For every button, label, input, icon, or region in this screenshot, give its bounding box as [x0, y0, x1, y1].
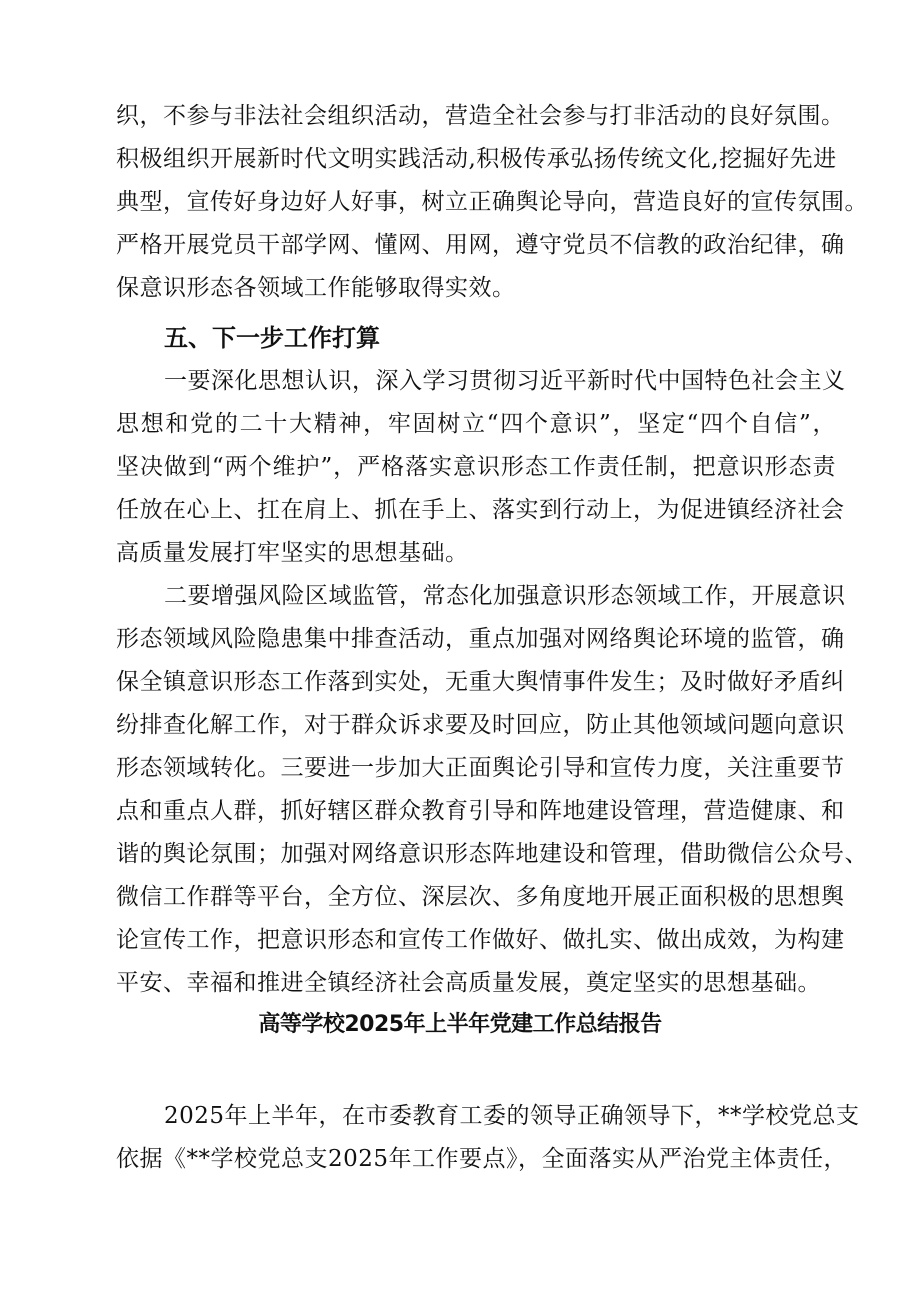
- paragraph-line: 严格开展党员干部学网、懂网、用网，遵守党员不信教的政治纪律，确: [116, 232, 845, 258]
- report-title: 高等学校2025年上半年党建工作总结报告: [258, 1012, 662, 1037]
- paragraph-line: 平安、幸福和推进全镇经济社会高质量发展，奠定坚实的思想基础。: [116, 970, 821, 996]
- paragraph-line: 一要深化思想认识，深入学习贯彻习近平新时代中国特色社会主义: [164, 368, 846, 394]
- paragraph-line: 谐的舆论氛围；加强对网络意识形态阵地建设和管理，借助微信公众号、: [116, 841, 868, 867]
- paragraph-line: 2025年上半年，在市委教育工委的领导正确领导下，**学校党总支: [164, 1103, 860, 1129]
- paragraph-line: 保意识形态各领域工作能够取得实效。: [116, 275, 516, 301]
- section-heading: 五、下一步工作打算: [164, 324, 380, 352]
- paragraph-line: 纷排查化解工作，对于群众诉求要及时回应，防止其他领域问题向意识: [116, 712, 845, 738]
- paragraph-line: 思想和党的二十大精神，牢固树立“四个意识”，坚定“四个自信”，: [116, 411, 836, 437]
- paragraph-line: 高质量发展打牢坚实的思想基础。: [116, 540, 469, 566]
- paragraph-line: 织，不参与非法社会组织活动，营造全社会参与打非活动的良好氛围。: [116, 103, 845, 129]
- paragraph-line: 依据《**学校党总支2025年工作要点》，全面落实从严治党主体责任，: [116, 1146, 848, 1172]
- paragraph-line: 积极组织开展新时代文明实践活动,积极传承弘扬传统文化,挖掘好先进: [116, 146, 837, 172]
- paragraph-line: 微信工作群等平台，全方位、深层次、多角度地开展正面积极的思想舆: [116, 884, 845, 910]
- paragraph-line: 形态领域转化。三要进一步加大正面舆论引导和宣传力度，关注重要节: [116, 755, 845, 781]
- paragraph-line: 二要增强风险区域监管，常态化加强意识形态领域工作，开展意识: [164, 583, 846, 609]
- paragraph-line: 论宣传工作，把意识形态和宣传工作做好、做扎实、做出成效，为构建: [116, 927, 845, 953]
- paragraph-line: 典型，宣传好身边好人好事，树立正确舆论导向，营造良好的宣传氛围。: [116, 189, 868, 215]
- paragraph-line: 点和重点人群，抓好辖区群众教育引导和阵地建设管理，营造健康、和: [116, 798, 845, 824]
- paragraph-line: 坚决做到“两个维护”，严格落实意识形态工作责任制，把意识形态责: [116, 454, 836, 480]
- paragraph-line: 保全镇意识形态工作落到实处，无重大舆情事件发生；及时做好矛盾纠: [116, 669, 845, 695]
- paragraph-line: 任放在心上、扛在肩上、抓在手上、落实到行动上，为促进镇经济社会: [116, 497, 845, 523]
- paragraph-line: 形态领域风险隐患集中排查活动，重点加强对网络舆论环境的监管，确: [116, 626, 845, 652]
